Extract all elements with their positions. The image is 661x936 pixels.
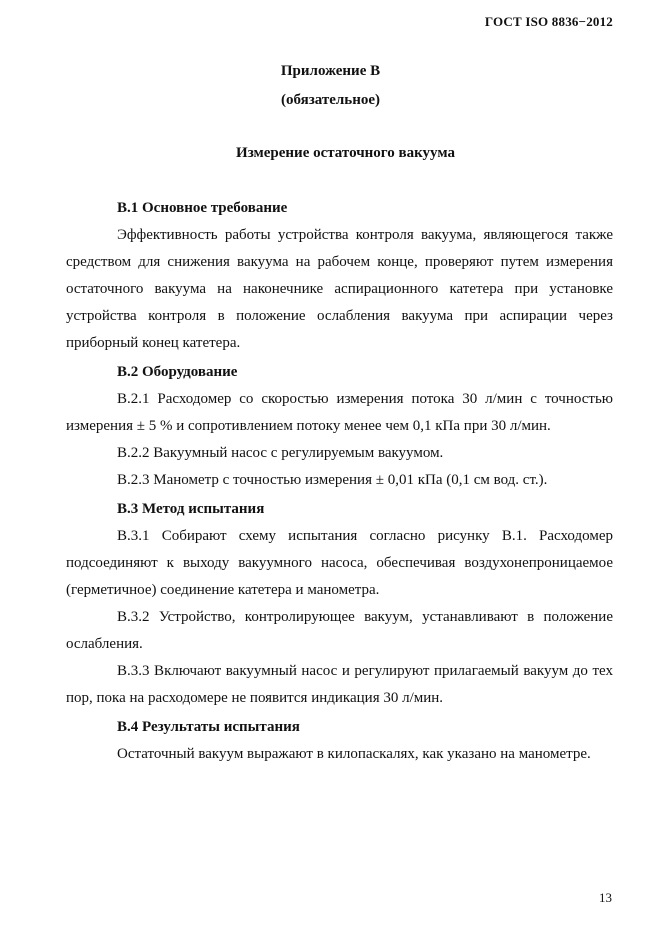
appendix-status: (обязательное): [280, 92, 381, 108]
section-heading: В.1 Основное требование: [117, 200, 288, 216]
appendix-title: Приложение В: [280, 63, 381, 79]
appendix-heading: Измерение остаточного вакуума: [236, 145, 455, 161]
section-heading: В.2 Оборудование: [117, 364, 238, 380]
paragraph: В.2.2 Вакуумный насос с регулируемым вакуумом.: [117, 445, 444, 461]
document-code: ГОСТ ISO 8836−2012: [484, 14, 613, 29]
document-body: [66, 193, 613, 768]
paragraph: В.3.1 Собирают схему испытания согласно рисунку В.1. Расходомер подсоединяют к выходу вакуумного насоса, обеспечивая воздухонепроницаемое (герметичное) соединение катетера и манометра.: [66, 528, 613, 598]
paragraph: Остаточный вакуум выражают в килопаскалях, как указано на манометре.: [117, 746, 591, 762]
page-number: 13: [599, 890, 612, 905]
paragraph: В.2.3 Манометр с точностью измерения ± 0,01 кПа (0,1 см вод. ст.).: [117, 472, 548, 488]
section-heading: В.3 Метод испытания: [117, 501, 265, 517]
section-heading: В.4 Результаты испытания: [117, 719, 300, 735]
paragraph: Эффективность работы устройства контроля вакуума, являющегося также средством для снижения вакуума на рабочем конце, проверяют путем измерения остаточного вакуума на наконечнике аспирационного катетера при установке устройства контроля в положение ослабления вакуума при аспирации через приборный конец катетера.: [66, 227, 613, 351]
paragraph: В.3.2 Устройство, контролирующее вакуум, устанавливают в положение ослабления.: [66, 609, 613, 652]
paragraph: В.2.1 Расходомер со скоростью измерения потока 30 л/мин с точностью измерения ± 5 % и сопротивлением потоку менее чем 0,1 кПа при 30 л/мин.: [66, 391, 613, 434]
paragraph: В.3.3 Включают вакуумный насос и регулируют прилагаемый вакуум до тех пор, пока на расходомере не появится индикация 30 л/мин.: [66, 663, 613, 706]
